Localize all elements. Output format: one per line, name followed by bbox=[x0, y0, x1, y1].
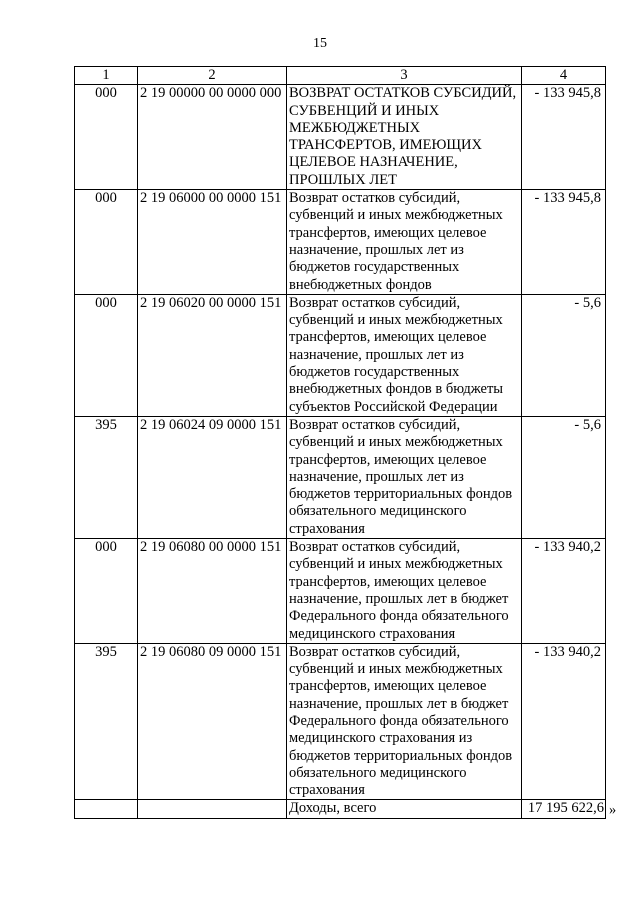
table-header-row bbox=[75, 67, 606, 85]
revenue-code-cell: 2 19 00000 00 0000 000 bbox=[138, 85, 287, 190]
amount-cell: - 133 945,8 bbox=[522, 190, 606, 295]
revenue-name-cell: Возврат остатков субсидий, субвенций и иных межбюджетных трансфертов, имеющих целевое назначение, прошлых лет из бюджетов государственных внебюджетных фондов bbox=[287, 190, 522, 295]
table-row bbox=[75, 416, 606, 538]
header-col-3: 3 bbox=[287, 67, 522, 85]
revenue-name-cell: Возврат остатков субсидий, субвенций и иных межбюджетных трансфертов, имеющих целевое назначение, прошлых лет в бюджет Федерального фонда обязательного медицинского страхования из бюджетов территориальных фондов обязательного медицинского страхования bbox=[287, 643, 522, 800]
table-row bbox=[75, 539, 606, 644]
revenue-name-cell: Возврат остатков субсидий, субвенций и иных межбюджетных трансфертов, имеющих целевое назначение, прошлых лет из бюджетов государственных внебюджетных фондов в бюджеты субъектов Российской Федерации bbox=[287, 294, 522, 416]
admin-code-cell: 395 bbox=[75, 643, 138, 800]
total-row bbox=[75, 800, 606, 818]
table-row bbox=[75, 190, 606, 295]
revenue-code-cell: 2 19 06020 00 0000 151 bbox=[138, 294, 287, 416]
amount-cell: - 133 940,2 bbox=[522, 643, 606, 800]
revenue-code-cell: 2 19 06080 00 0000 151 bbox=[138, 539, 287, 644]
admin-code-cell: 000 bbox=[75, 539, 138, 644]
admin-code-cell: 000 bbox=[75, 85, 138, 190]
amount-cell: - 5,6 bbox=[522, 294, 606, 416]
amount-cell: - 133 940,2 bbox=[522, 539, 606, 644]
budget-table bbox=[74, 66, 606, 819]
admin-code-cell: 000 bbox=[75, 190, 138, 295]
table-row bbox=[75, 643, 606, 800]
total-amount-cell: 17 195 622,6 bbox=[522, 800, 606, 818]
admin-code-cell: 395 bbox=[75, 416, 138, 538]
admin-code-cell: 000 bbox=[75, 294, 138, 416]
revenue-name-cell: Возврат остатков субсидий, субвенций и иных межбюджетных трансфертов, имеющих целевое назначение, прошлых лет в бюджет Федерального фонда обязательного медицинского страхования bbox=[287, 539, 522, 644]
amount-cell: - 133 945,8 bbox=[522, 85, 606, 190]
header-col-4: 4 bbox=[522, 67, 606, 85]
amount-cell: - 5,6 bbox=[522, 416, 606, 538]
revenue-code-cell: 2 19 06000 00 0000 151 bbox=[138, 190, 287, 295]
revenue-name-cell: Возврат остатков субсидий, субвенций и иных межбюджетных трансфертов, имеющих целевое назначение, прошлых лет из бюджетов территориальных фондов обязательного медицинского страхования bbox=[287, 416, 522, 538]
closing-quote-mark: » bbox=[609, 802, 617, 818]
revenue-name-cell: ВОЗВРАТ ОСТАТКОВ СУБСИДИЙ, СУБВЕНЦИЙ И ИНЫХ МЕЖБЮДЖЕТНЫХ ТРАНСФЕРТОВ, ИМЕЮЩИХ ЦЕЛЕВОЕ НАЗНАЧЕНИЕ, ПРОШЛЫХ ЛЕТ bbox=[287, 85, 522, 190]
total-label-cell: Доходы, всего bbox=[287, 800, 522, 818]
empty-cell bbox=[75, 800, 138, 818]
revenue-code-cell: 2 19 06024 09 0000 151 bbox=[138, 416, 287, 538]
table-row bbox=[75, 85, 606, 190]
header-col-2: 2 bbox=[138, 67, 287, 85]
table-row bbox=[75, 294, 606, 416]
header-col-1: 1 bbox=[75, 67, 138, 85]
page-number: 15 bbox=[313, 36, 327, 51]
empty-cell bbox=[138, 800, 287, 818]
revenue-code-cell: 2 19 06080 09 0000 151 bbox=[138, 643, 287, 800]
